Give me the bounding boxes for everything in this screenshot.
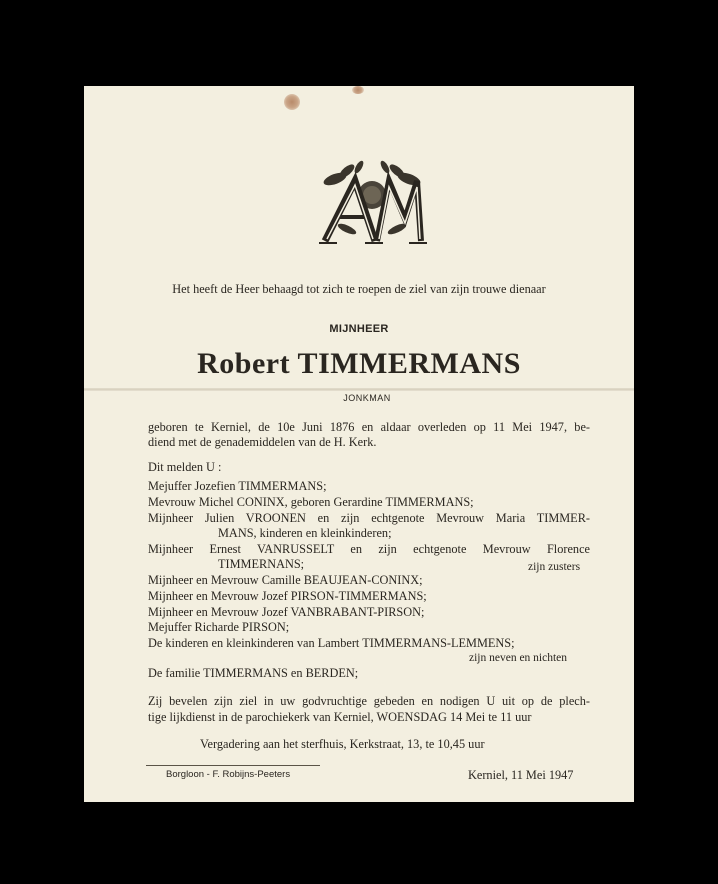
honorific: MIJNHEER	[329, 323, 389, 335]
death-notice-card	[84, 86, 634, 802]
stain-mark	[352, 86, 364, 94]
family-line: De familie TIMMERMANS en BERDEN;	[148, 666, 359, 680]
announce-line: Dit melden U :	[148, 460, 222, 474]
service-line-2: tige lijkdienst in de parochiekerk van Kerniel, WOENSDAG 14 Mei te 11 uur	[148, 710, 532, 724]
service-line-1: Zij bevelen zijn ziel in uw godvruchtige gebeden en nodigen U uit op de plech-	[148, 694, 590, 708]
family-line: Mijnheer Ernest VANRUSSELT en zijn echtgenote Mevrouw Florence	[148, 542, 590, 556]
sisters-label: zijn zusters	[528, 561, 581, 573]
deceased-name: Robert TIMMERMANS	[197, 347, 521, 380]
place-date: Kerniel, 11 Mei 1947	[468, 768, 574, 782]
family-line: Mijnheer en Mevrouw Camille BEAUJEAN-CONINX;	[148, 573, 423, 587]
civil-status: JONKMAN	[343, 393, 391, 403]
paper-fold	[84, 388, 634, 391]
family-line: TIMMERNANS;	[218, 557, 305, 571]
stain-mark	[284, 94, 300, 110]
family-line: Mejuffer Richarde PIRSON;	[148, 620, 290, 634]
birth-line-2: diend met de genademiddelen van de H. Kerk.	[148, 435, 377, 449]
nephews-label: zijn neven en nichten	[469, 652, 568, 664]
meeting-line: Vergadering aan het sterfhuis, Kerkstraat, 13, te 10,45 uur	[200, 737, 485, 751]
birth-line-1: geboren te Kerniel, de 10e Juni 1876 en aldaar overleden op 11 Mei 1947, be-	[148, 420, 590, 434]
family-line: Mejuffer Jozefien TIMMERMANS;	[148, 479, 327, 493]
printer-credit: Borgloon - F. Robijns-Peeters	[166, 769, 291, 780]
family-line: MANS, kinderen en kleinkinderen;	[218, 526, 392, 540]
family-line: De kinderen en kleinkinderen van Lambert TIMMERMANS-LEMMENS;	[148, 636, 515, 650]
family-line: Mevrouw Michel CONINX, geboren Gerardine TIMMERMANS;	[148, 495, 474, 509]
memorial-monogram-emblem	[317, 159, 427, 245]
family-line: Mijnheer en Mevrouw Jozef VANBRABANT-PIRSON;	[148, 605, 425, 619]
intro-line: Het heeft de Heer behaagd tot zich te roepen de ziel van zijn trouwe dienaar	[172, 282, 546, 296]
family-line: Mijnheer en Mevrouw Jozef PIRSON-TIMMERMANS;	[148, 589, 427, 603]
printer-divider	[146, 765, 320, 766]
family-line: Mijnheer Julien VROONEN en zijn echtgenote Mevrouw Maria TIMMER-	[148, 511, 590, 525]
